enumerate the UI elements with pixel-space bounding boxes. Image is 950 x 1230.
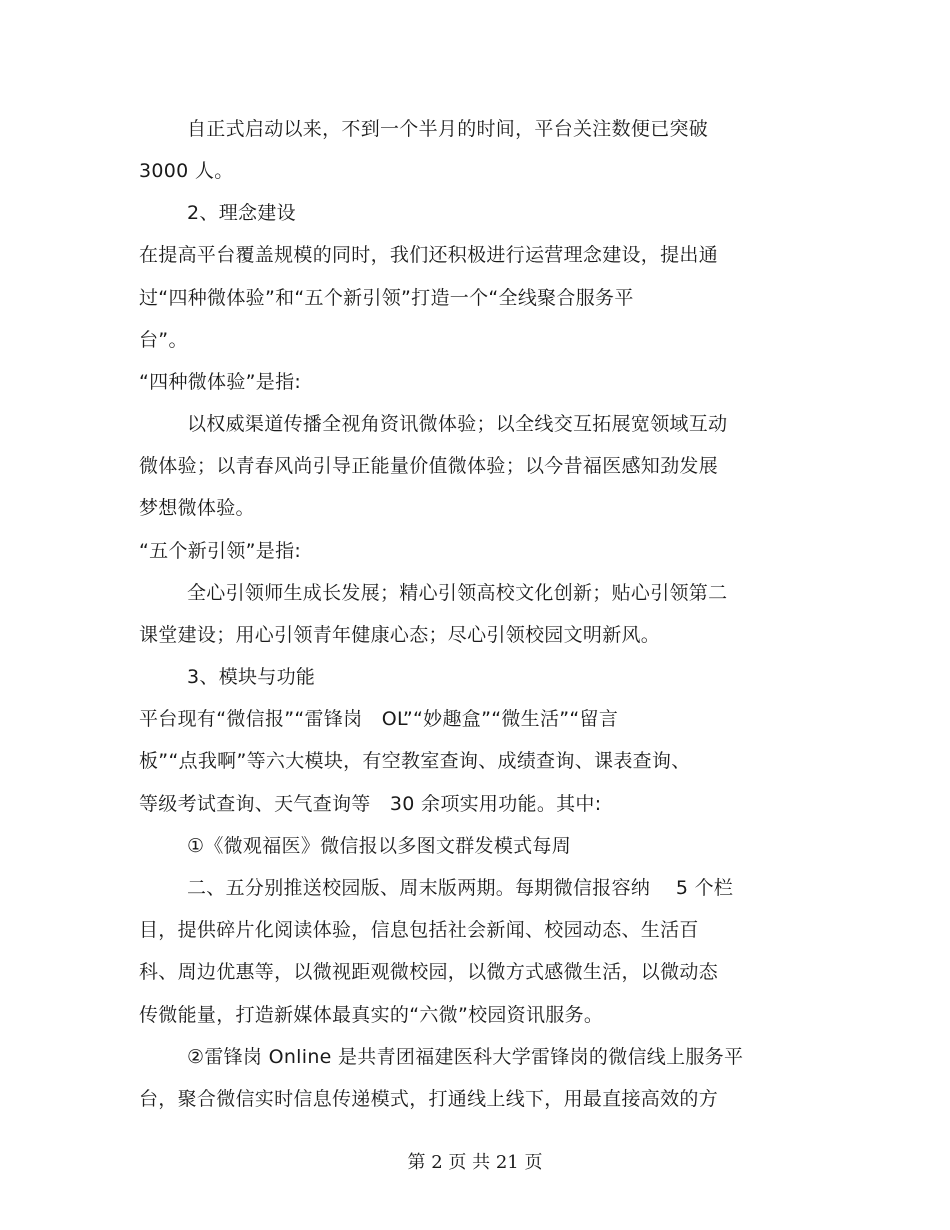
paragraph-line: 梦想微体验。	[139, 497, 255, 519]
page-number-footer: 第 2 页 共 21 页	[407, 1152, 543, 1173]
paragraph-line: “五个新引领”是指:	[139, 540, 302, 562]
paragraph-line: “四种微体验”是指:	[139, 371, 302, 393]
paragraph-line: 过“四种微体验”和“五个新引领”打造一个“全线聚合服务平	[139, 287, 634, 309]
section-heading: 2、理念建设	[187, 202, 296, 224]
paragraph-line: 台，聚合微信实时信息传递模式，打通线上线下，用最直接高效的方	[139, 1088, 719, 1110]
paragraph-line: 二、五分别推送校园版、周末版两期。每期微信报容纳 5 个栏	[187, 877, 734, 899]
paragraph-line: 在提高平台覆盖规模的同时，我们还积极进行运营理念建设，提出通	[139, 244, 719, 266]
paragraph-line: 科、周边优惠等，以微视距观微校园，以微方式感微生活，以微动态	[139, 961, 719, 983]
paragraph-line: 板”“点我啊”等六大模块，有空教室查询、成绩查询、课表查询、	[139, 750, 691, 772]
paragraph-line: 3000 人。	[139, 160, 234, 182]
paragraph-line: 传微能量，打造新媒体最真实的“六微”校园资讯服务。	[139, 1004, 604, 1026]
paragraph-line: 等级考试查询、天气查询等 30 余项实用功能。其中:	[139, 793, 602, 815]
paragraph-line: ①《微观福医》微信报以多图文群发模式每周	[187, 835, 572, 857]
paragraph-line: 课堂建设；用心引领青年健康心态；尽心引领校园文明新风。	[139, 624, 661, 646]
paragraph-line: 全心引领师生成长发展；精心引领高校文化创新；贴心引领第二	[187, 582, 728, 604]
paragraph-line: ②雷锋岗 Online 是共青团福建医科大学雷锋岗的微信线上服务平	[187, 1046, 744, 1068]
paragraph-line: 平台现有“微信报”“雷锋岗 OL”“妙趣盒”“微生活”“留言	[139, 708, 619, 730]
paragraph-line: 台”。	[139, 329, 188, 351]
paragraph-line: 以权威渠道传播全视角资讯微体验；以全线交互拓展宽领域互动	[187, 413, 728, 435]
paragraph-line: 目，提供碎片化阅读体验，信息包括社会新闻、校园动态、生活百	[139, 919, 699, 941]
section-heading: 3、模块与功能	[187, 666, 316, 688]
paragraph-line: 自正式启动以来，不到一个半月的时间，平台关注数便已突破	[187, 118, 709, 140]
paragraph-line: 微体验；以青春风尚引导正能量价值微体验；以今昔福医感知劲发展	[139, 455, 719, 477]
